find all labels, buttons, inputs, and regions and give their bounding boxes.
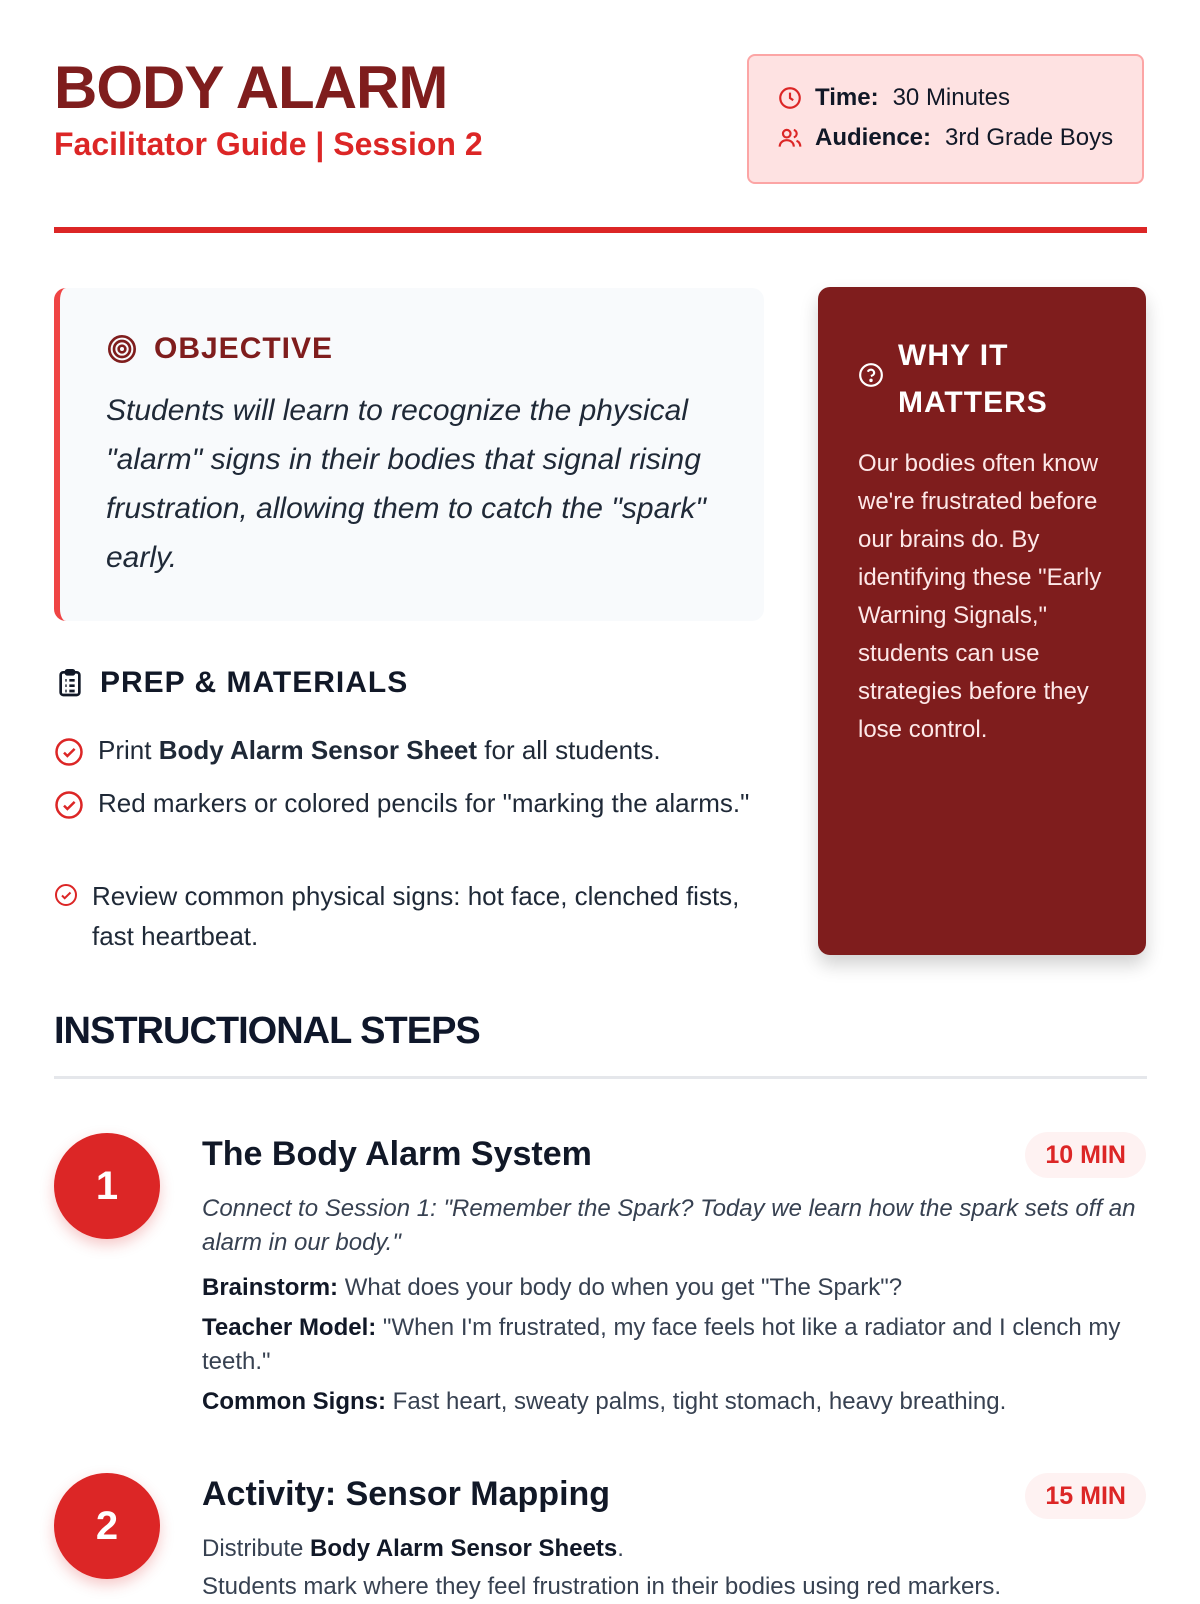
objective-text: Students will learn to recognize the physical "alarm" signs in their bodies that signal rising frustration, allowing them to catch the "spark" early. — [106, 394, 706, 574]
steps-divider — [54, 1076, 1147, 1079]
time-label: Time: — [815, 84, 879, 111]
help-circle-icon — [858, 362, 884, 388]
prep-heading-row — [54, 666, 408, 700]
prep-heading: PREP & MATERIALS — [100, 666, 409, 699]
check-circle-icon — [54, 883, 78, 907]
step-title: Activity: Sensor Mapping — [202, 1475, 611, 1513]
step-detail-text-post: . — [617, 1535, 624, 1562]
step-duration-badge: 10 MIN — [1025, 1132, 1146, 1178]
step-detail — [202, 1311, 1142, 1379]
objective-heading-row — [106, 332, 333, 366]
prep-item-text — [98, 730, 661, 770]
step-detail-text-pre: Distribute — [202, 1535, 311, 1562]
step-detail — [202, 1532, 1142, 1566]
clipboard-icon — [54, 667, 86, 699]
step-detail: Students mark where they feel frustration in their bodies using red markers. — [202, 1573, 1002, 1600]
prep-item-bold: Body Alarm Sensor Sheet — [158, 735, 478, 765]
step-title: The Body Alarm System — [202, 1135, 592, 1173]
step-detail — [202, 1385, 1142, 1419]
step-detail-bold: Body Alarm Sensor Sheets — [310, 1535, 618, 1562]
prep-item — [54, 876, 764, 956]
objective-heading: OBJECTIVE — [154, 332, 334, 365]
step-duration-badge: 15 MIN — [1025, 1473, 1146, 1519]
prep-item-text: Red markers or colored pencils for "marking the alarms." — [98, 788, 750, 818]
step-intro: Connect to Session 1: "Remember the Spark? Today we learn how the spark sets off an alarm in our body." — [202, 1195, 1136, 1256]
audience-label: Audience: — [815, 124, 932, 151]
why-it-matters-heading: WHY IT MATTERS — [898, 339, 1048, 419]
step-detail-label: Brainstorm: — [202, 1274, 339, 1301]
page-subtitle: Facilitator Guide | Session 2 — [54, 126, 483, 162]
instructional-steps-heading: INSTRUCTIONAL STEPS — [54, 1010, 480, 1052]
audience-value: 3rd Grade Boys — [945, 124, 1114, 151]
step-detail-label: Teacher Model: — [202, 1314, 377, 1341]
prep-item — [54, 783, 754, 823]
step-number-badge: 2 — [54, 1473, 160, 1579]
step-number-badge: 1 — [54, 1133, 160, 1239]
step-detail-label: Common Signs: — [202, 1388, 386, 1415]
step-detail — [202, 1271, 1142, 1305]
check-circle-icon — [54, 790, 84, 820]
why-it-matters-text: Our bodies often know we're frustrated before our brains do. By identifying these "Early Warning Signals," students can use strategies before they lose control. — [858, 450, 1102, 743]
prep-item-text-post: for all students. — [477, 735, 661, 765]
page-title: BODY ALARM — [54, 54, 448, 121]
prep-item-text: Review common physical signs: hot face, clenched fists, fast heartbeat. — [92, 881, 740, 951]
clock-icon — [777, 85, 803, 111]
time-row — [777, 82, 1010, 114]
step-detail-text: "When I'm frustrated, my face feels hot like a radiator and I clench my teeth." — [202, 1314, 1121, 1375]
header-divider — [54, 227, 1147, 233]
time-value: 30 Minutes — [892, 84, 1010, 111]
objective-card — [54, 288, 764, 621]
users-icon — [777, 125, 803, 151]
step-detail-text: Fast heart, sweaty palms, tight stomach, heavy breathing. — [386, 1388, 1007, 1415]
audience-row — [777, 122, 1113, 154]
why-it-matters-card — [818, 287, 1146, 955]
prep-item — [54, 730, 754, 770]
target-icon — [106, 333, 138, 365]
check-circle-icon — [54, 737, 84, 767]
prep-item-text-pre: Print — [98, 735, 159, 765]
step-detail-text: What does your body do when you get "The Spark"? — [338, 1274, 903, 1301]
session-info-box — [747, 54, 1144, 184]
